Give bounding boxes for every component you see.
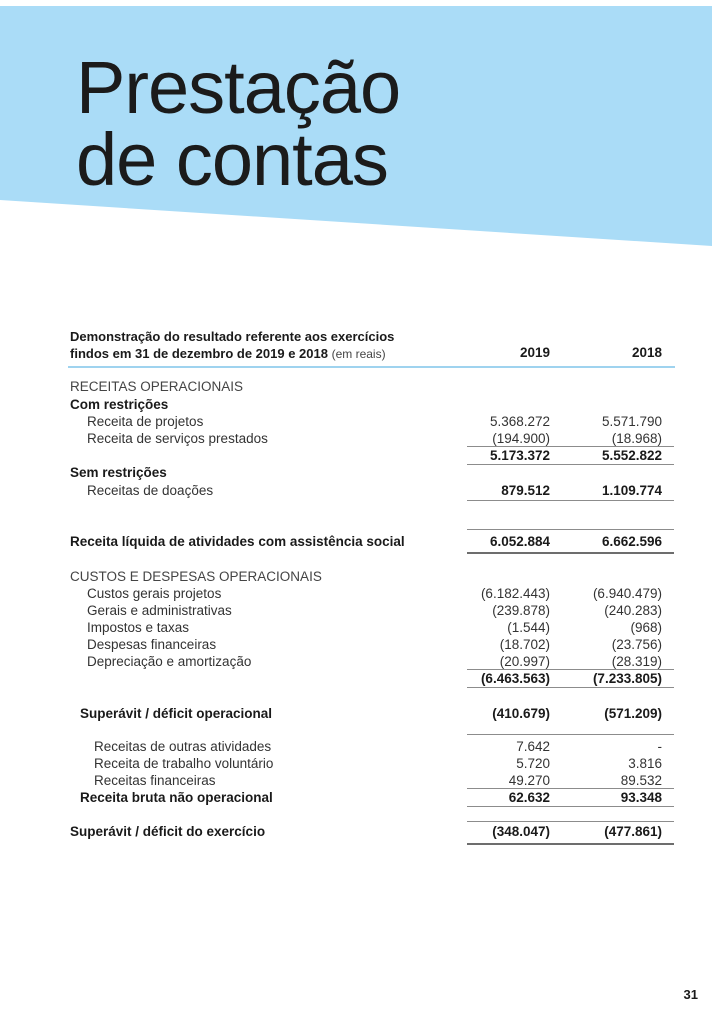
- row-despesas-financeiras: [0, 636, 712, 653]
- value-2019: (6.463.563): [480, 671, 550, 686]
- section-custos-despesas: [0, 568, 712, 585]
- value-2019: 62.632: [508, 790, 550, 805]
- subtotal-line: [467, 734, 674, 735]
- value-2018: (968): [630, 620, 662, 635]
- row-label: Impostos e taxas: [87, 620, 190, 635]
- row-label: Superávit / déficit operacional: [80, 706, 273, 721]
- row-custos-projetos: [0, 585, 712, 602]
- row-label: Gerais e administrativas: [87, 603, 232, 618]
- row-label: Custos gerais projetos: [87, 586, 222, 601]
- row-label: Receita de projetos: [87, 414, 204, 429]
- subtotal-line: [467, 806, 674, 807]
- value-2018: (240.283): [604, 603, 662, 618]
- year-column-2018: 2018: [631, 345, 662, 360]
- row-superavit-exercicio: [0, 823, 712, 840]
- row-label: Superávit / déficit do exercício: [70, 824, 266, 839]
- value-2019: 5.368.272: [489, 414, 550, 429]
- row-superavit-operacional: [0, 705, 712, 722]
- value-2018: (28.319): [611, 654, 662, 669]
- subtotal-line: [467, 464, 674, 465]
- section-label: CUSTOS E DESPESAS OPERACIONAIS: [70, 569, 322, 584]
- row-label: Receitas financeiras: [94, 773, 216, 788]
- value-2019: (348.047): [492, 824, 550, 839]
- value-2019: (18.702): [499, 637, 550, 652]
- group-sem-restricoes: [0, 464, 712, 481]
- statement-header-text: findos em 31 de dezembro de 2019 e 2018: [70, 346, 328, 361]
- value-2018: (7.233.805): [592, 671, 662, 686]
- section-receitas-operacionais: [0, 378, 712, 395]
- value-2019: (239.878): [492, 603, 550, 618]
- year-column-2019: 2019: [519, 345, 550, 360]
- statement-header-line-2: [70, 345, 394, 363]
- row-depreciacao: [0, 653, 712, 670]
- row-label: Receitas de doações: [87, 483, 214, 498]
- row-label: Despesas financeiras: [87, 637, 217, 652]
- row-receitas-doacoes: [0, 482, 712, 499]
- statement-header: [70, 328, 394, 363]
- value-2019: (194.900): [492, 431, 550, 446]
- value-2018: (571.209): [604, 706, 662, 721]
- value-2018: 5.552.822: [601, 448, 662, 463]
- statement-unit: (em reais): [331, 347, 386, 361]
- value-2019: 5.173.372: [489, 448, 550, 463]
- row-receitas-financeiras: [0, 772, 712, 789]
- row-label: Receita líquida de atividades com assistência social: [70, 534, 405, 549]
- row-label: Depreciação e amortização: [87, 654, 252, 669]
- value-2018: -: [657, 739, 662, 754]
- value-2019: 7.642: [516, 739, 550, 754]
- row-label: Receita de trabalho voluntário: [94, 756, 274, 771]
- value-2018: (18.968): [611, 431, 662, 446]
- value-2018: 93.348: [620, 790, 662, 805]
- total-line-top: [467, 821, 674, 822]
- subtotal-line: [467, 500, 674, 501]
- page-title-line-1: Prestação: [76, 46, 401, 129]
- value-2018: (477.861): [604, 824, 662, 839]
- row-label: Receitas de outras atividades: [94, 739, 272, 754]
- value-2019: 49.270: [508, 773, 550, 788]
- row-subtotal-custos: [0, 670, 712, 687]
- page-title-line-2: de contas: [76, 118, 388, 201]
- value-2018: 3.816: [628, 756, 662, 771]
- value-2019: (6.182.443): [480, 586, 550, 601]
- row-subtotal-com-restricoes: [0, 447, 712, 464]
- total-line-top: [467, 529, 674, 530]
- group-label: Sem restrições: [70, 465, 167, 480]
- value-2019: (410.679): [492, 706, 550, 721]
- subtotal-line: [467, 687, 674, 688]
- row-receita-bruta: [0, 789, 712, 806]
- statement-header-line-1: Demonstração do resultado referente aos exercícios: [70, 329, 395, 344]
- row-receita-projetos: [0, 413, 712, 430]
- value-2018: (23.756): [611, 637, 662, 652]
- row-gerais-administrativas: [0, 602, 712, 619]
- row-receita-liquida: [0, 533, 712, 550]
- value-2019: 6.052.884: [489, 534, 550, 549]
- total-line-bottom: [467, 552, 674, 554]
- row-trabalho-voluntario: [0, 755, 712, 772]
- value-2019: (1.544): [507, 620, 550, 635]
- value-2018: 1.109.774: [601, 483, 662, 498]
- value-2019: 879.512: [501, 483, 550, 498]
- value-2018: 5.571.790: [601, 414, 662, 429]
- group-com-restricoes: [0, 396, 712, 413]
- value-2018: 89.532: [620, 773, 662, 788]
- row-label: Receita bruta não operacional: [80, 790, 273, 805]
- value-2018: 6.662.596: [601, 534, 662, 549]
- value-2019: (20.997): [499, 654, 550, 669]
- value-2019: 5.720: [516, 756, 550, 771]
- total-line-bottom: [467, 843, 674, 845]
- row-outras-atividades: [0, 738, 712, 755]
- page-number: 31: [683, 987, 698, 1002]
- value-2018: (6.940.479): [592, 586, 662, 601]
- group-label: Com restrições: [70, 397, 169, 412]
- row-receita-servicos: [0, 430, 712, 447]
- header-divider: [68, 366, 675, 368]
- row-label: Receita de serviços prestados: [87, 431, 268, 446]
- row-impostos-taxas: [0, 619, 712, 636]
- section-label: RECEITAS OPERACIONAIS: [70, 379, 244, 394]
